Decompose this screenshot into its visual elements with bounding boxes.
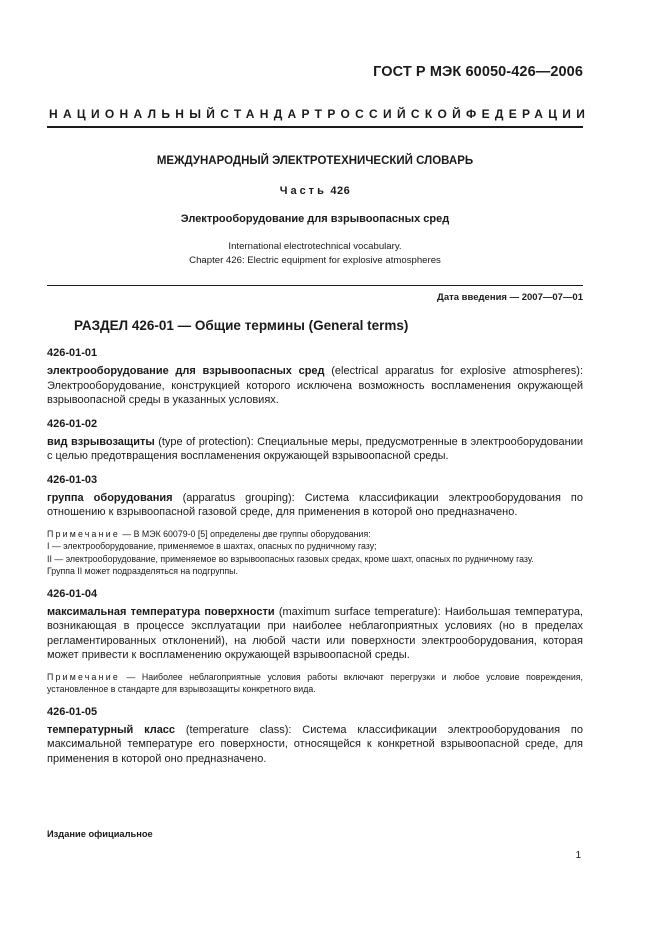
term-entry: [47, 346, 583, 408]
national-standard-heading: [49, 107, 591, 121]
note-line: I — электрооборудование, применяемое в шахтах, опасных по рудничному газу;: [47, 541, 377, 551]
term-id: 426-01-04: [47, 587, 98, 600]
term-entry: [47, 473, 583, 578]
term-name: вид взрывозащиты: [47, 435, 155, 448]
heading-word: НАЦИОНАЛЬНЫЙ: [49, 107, 221, 121]
heading-word: СТАНДАРТ: [220, 107, 328, 121]
note-line: II — электрооборудование, применяемое во взрывоопасных газовых средах, кроме шахт, опасных по рудничному газу.: [47, 553, 534, 564]
english-title: [47, 240, 583, 268]
term-name: максимальная температура поверхности: [47, 605, 275, 618]
note-line: Группа II может подразделяться на подгруппы.: [47, 566, 238, 576]
part-word: Часть: [279, 185, 327, 197]
top-divider: [47, 126, 583, 128]
term-definition: группа оборудования (apparatus grouping): Система классификации электрооборудования по отношению к взрывоопасной газовой среде, для применения в которой оно предназначено.: [47, 491, 583, 518]
term-definition: вид взрывозащиты (type of protection): Специальные меры, предусмотренные в электрооборудовании с целью предотвращения воспламенения окружающей взрывоопасной среды.: [47, 435, 583, 462]
subject-title: Электрооборудование для взрывоопасных сред: [180, 213, 450, 225]
section-title: РАЗДЕЛ 426-01 — Общие термины (General terms): [74, 318, 409, 333]
part-heading: [47, 185, 583, 197]
note-label: Примечание: [47, 671, 120, 682]
term-definition: электрооборудование для взрывоопасных сред (electrical apparatus for explosive atmospheres): Электрооборудование, конструкцией которого исключена возможность воспламенения окружающей взрывоопасной среды в указанных условиях.: [47, 365, 583, 406]
official-edition-label: Издание официальное: [47, 829, 153, 839]
term-name: электрооборудование для взрывоопасных сред: [47, 365, 325, 377]
term-entry: [47, 587, 583, 696]
term-id: 426-01-03: [47, 473, 98, 486]
term-id: 426-01-01: [47, 347, 98, 359]
term-note: Примечание — В МЭК 60079-0 [5] определены две группы оборудования: I — электрооборудование, применяемое в шахтах, опасных по рудничному газу; II — электрооборудование, применяемое во взрывоопасных газовых средах, кроме шахт, опасных по рудничному газу. Группа II может подразделяться на подгруппы.: [47, 528, 583, 578]
heading-word: ФЕДЕРАЦИИ: [466, 107, 591, 121]
term-definition: максимальная температура поверхности (maximum surface temperature): Наибольшая температура, возникающая в процессе эксплуатации при наиболее неблагоприятных условиях (но в пределах регламентированных отклонений), на любой части или поверхности электрооборудования, которая может привести к воспламенению окружающей взрывоопасной среды.: [47, 605, 583, 661]
term-id: 426-01-05: [47, 705, 98, 718]
note-label: Примечание: [47, 528, 120, 539]
english-title-line: Chapter 426: Electric equipment for explosive atmospheres: [189, 255, 441, 266]
heading-word: РОССИЙСКОЙ: [327, 107, 467, 121]
standard-number: ГОСТ Р МЭК 60050-426—2006: [373, 64, 583, 80]
introduction-date: Дата введения — 2007—07—01: [437, 292, 583, 303]
terms-list: [47, 346, 583, 775]
page-number: 1: [575, 850, 581, 861]
term-entry: [47, 705, 583, 767]
term-id: 426-01-02: [47, 417, 98, 430]
term-entry: [47, 417, 583, 464]
term-name: группа оборудования: [47, 491, 173, 504]
term-name: температурный класс: [47, 723, 176, 736]
part-number: 426: [330, 185, 351, 197]
middle-divider: [47, 285, 583, 286]
english-title-line: International electrotechnical vocabulary.: [228, 241, 402, 252]
term-definition: температурный класс (temperature class): Система классификации электрооборудования по максимальной температуре его поверхности, относящейся к конкретной взрывоопасной среде, для применения в которой оно предназначено.: [47, 723, 583, 765]
dictionary-title: МЕЖДУНАРОДНЫЙ ЭЛЕКТРОТЕХНИЧЕСКИЙ СЛОВАРЬ: [156, 155, 474, 167]
term-note: Примечание — Наиболее неблагоприятные условия работы включают перегрузки и любое условие повреждения, установленное в стандарте для взрывозащиты конкретного вида.: [47, 671, 583, 694]
